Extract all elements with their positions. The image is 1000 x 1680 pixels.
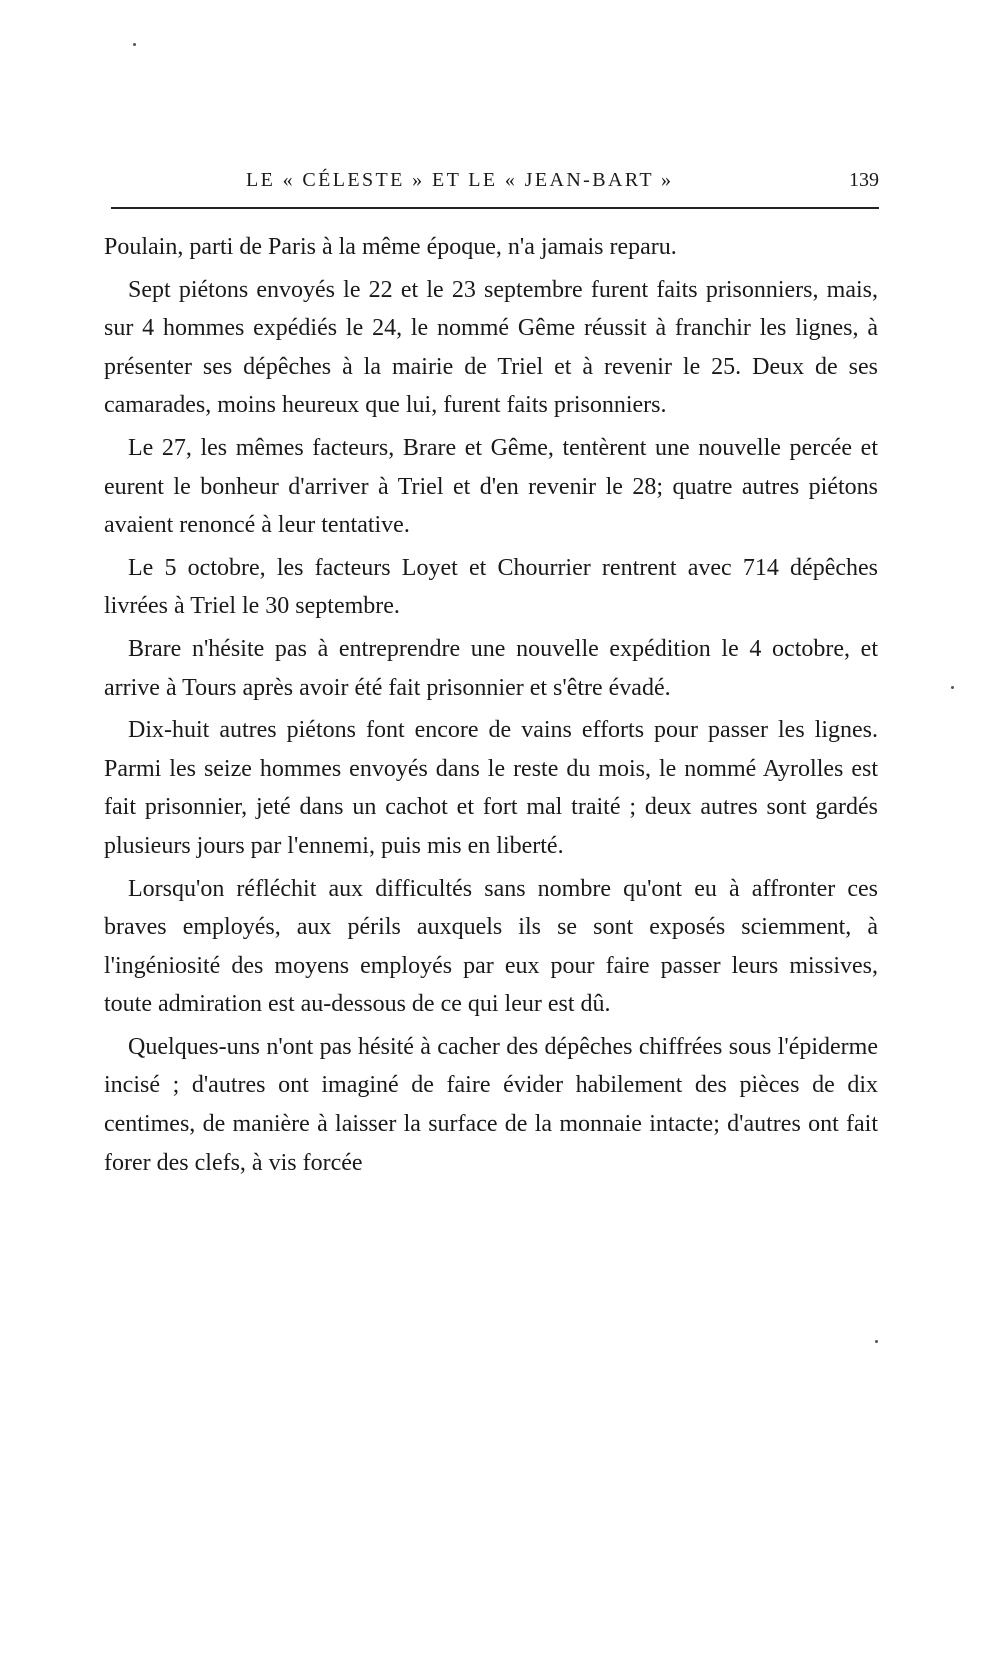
running-head	[111, 160, 879, 200]
body-text	[104, 228, 878, 1186]
paragraph: Dix-huit autres piétons font encore de vains efforts pour passer les lignes. Parmi les seize hommes envoyés dans le reste du mois, le nommé Ayrolles est fait prisonnier, jeté dans un cachot et fort mal traité ; deux autres sont gardés plusieurs jours par l'ennemi, puis mis en liberté.	[104, 717, 878, 859]
paper-speck	[133, 43, 136, 46]
paper-speck	[875, 1340, 878, 1343]
paragraph: Le 27, les mêmes facteurs, Brare et Gême, tentèrent une nouvelle percée et eurent le bonheur d'arriver à Triel et d'en revenir le 28; quatre autres piétons avaient renoncé à leur tentative.	[104, 434, 878, 539]
paragraph-continued: Poulain, parti de Paris à la même époque, n'a jamais reparu.	[104, 234, 677, 260]
paragraph: Brare n'hésite pas à entreprendre une nouvelle expédition le 4 octobre, et arrive à Tours après avoir été fait prisonnier et s'être évadé.	[104, 635, 878, 701]
running-title: LE « CÉLESTE » ET LE « JEAN-BART »	[246, 169, 674, 191]
header-rule	[111, 207, 879, 209]
paper-speck	[951, 686, 954, 689]
paragraph: Lorsqu'on réfléchit aux difficultés sans nombre qu'ont eu à affronter ces braves employés, aux périls auxquels ils se sont exposés sciemment, à l'ingéniosité des moyens employés par eux pour faire passer leurs missives, toute admiration est au-dessous de ce qui leur est dû.	[104, 875, 878, 1018]
paragraph: Le 5 octobre, les facteurs Loyet et Chourrier rentrent avec 714 dépêches livrées à Triel le 30 septembre.	[104, 554, 878, 620]
paragraph: Quelques-uns n'ont pas hésité à cacher des dépêches chiffrées sous l'épiderme incisé ; d'autres ont imaginé de faire évider habilement des pièces de dix centimes, de manière à laisser la surface de la monnaie intacte; d'autres ont fait forer des clefs, à vis forcée	[104, 1033, 878, 1176]
paragraph: Sept piétons envoyés le 22 et le 23 septembre furent faits prisonniers, mais, sur 4 hommes expédiés le 24, le nommé Gême réussit à franchir les lignes, à présenter ses dépêches à la mairie de Triel et à revenir le 25. Deux de ses camarades, moins heureux que lui, furent faits prisonniers.	[104, 276, 878, 419]
page-number: 139	[849, 169, 879, 191]
